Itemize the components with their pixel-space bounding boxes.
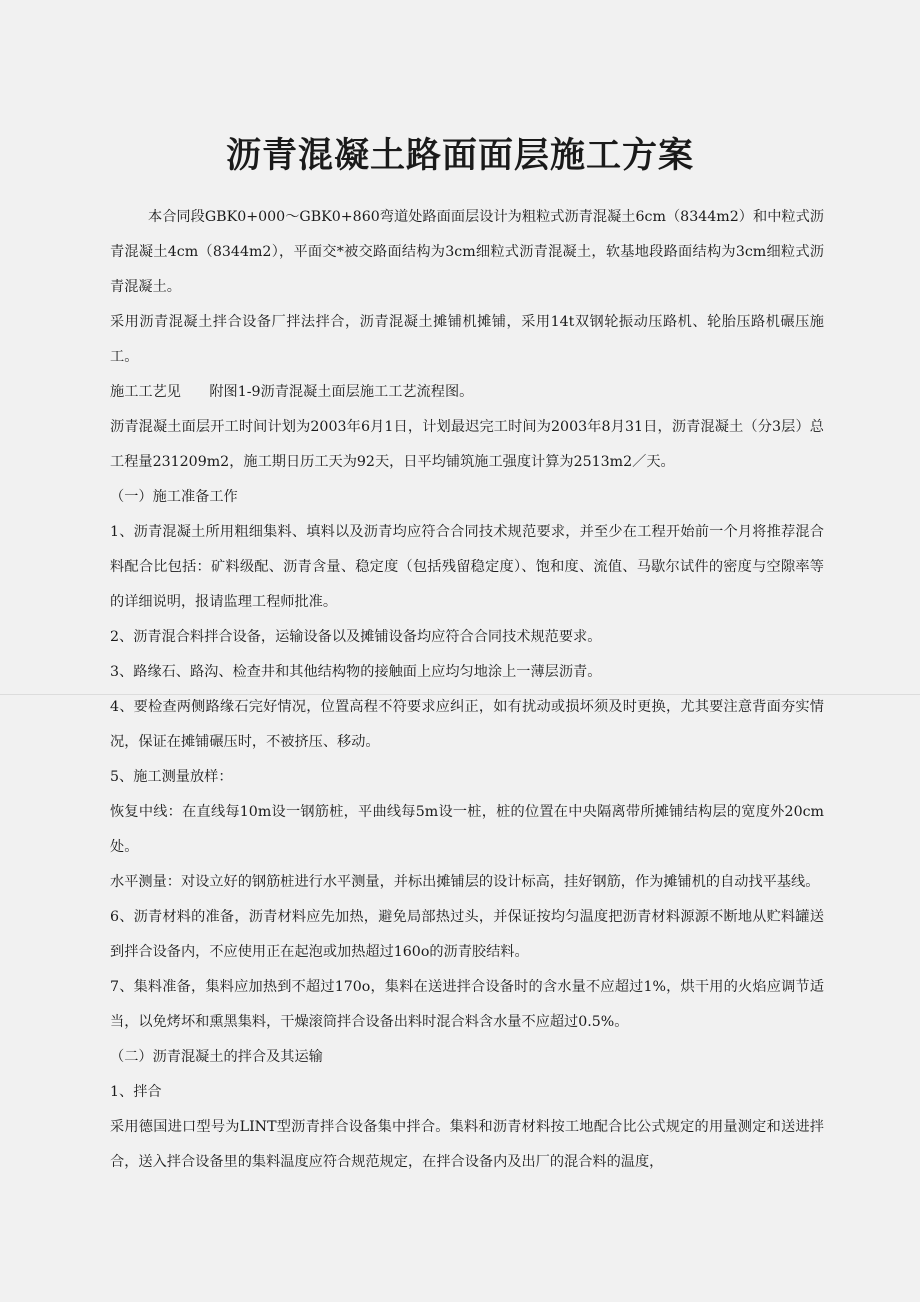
paragraph-scope: 本合同段GBK0+000～GBK0+860弯道处路面面层设计为粗粒式沥青混凝土6cm（8344m2）和中粒式沥青混凝土4cm（8344m2），平面交*被交路面结构为3cm细粒式沥青混凝土，软基地段路面结构为3cm细粒式沥青混凝土。 <box>110 209 824 295</box>
subheading-mixing: 1、拌合 <box>110 1084 162 1100</box>
paragraph-mixing-plant: 采用德国进口型号为LINT型沥青拌合设备集中拌合。集料和沥青材料按工地配合比公式规定的用量测定和送进拌合，送入拌合设备里的集料温度应符合规范规定，在拌合设备内及出厂的混合料的温度， <box>110 1119 824 1170</box>
document-title: 沥青混凝土路面面层施工方案 <box>225 136 694 176</box>
section-heading-preparation: （一）施工准备工作 <box>110 489 238 505</box>
list-item-aggregate-prep: 7、集料准备，集料应加热到不超过170o，集料在送进拌合设备时的含水量不应超过1%，烘干用的火焰应调节适当，以免烤坏和熏黑集料，干燥滚筒拌合设备出料时混合料含水量不应超过0.5%。 <box>110 979 824 1030</box>
list-item-equipment: 2、沥青混合料拌合设备，运输设备以及摊铺设备均应符合合同技术规范要求。 <box>110 629 602 645</box>
paragraph-process-ref: 施工工艺见 附图1-9沥青混凝土面层施工工艺流程图。 <box>110 384 474 400</box>
document-body <box>110 200 824 1180</box>
paragraph-method: 采用沥青混凝土拌合设备厂拌法拌合，沥青混凝土摊铺机摊铺，采用14t双钢轮振动压路机、轮胎压路机碾压施工。 <box>110 314 824 365</box>
paragraph-centerline: 恢复中线：在直线每10m设一钢筋桩，平曲线每5m设一桩，桩的位置在中央隔离带所摊铺结构层的宽度外20cm处。 <box>110 804 824 855</box>
paragraph-leveling: 水平测量：对设立好的钢筋桩进行水平测量，并标出摊铺层的设计标高，挂好钢筋，作为摊铺机的自动找平基线。 <box>110 874 820 890</box>
list-item-curb-check: 4、要检查两侧路缘石完好情况，位置高程不符要求应纠正，如有扰动或损坏须及时更换，尤其要注意背面夯实情况，保证在摊铺碾压时，不被挤压、移动。 <box>110 699 824 750</box>
paragraph-schedule: 沥青混凝土面层开工时间计划为2003年6月1日，计划最迟完工时间为2003年8月31日，沥青混凝土（分3层）总工程量231209m2，施工期日历工天为92天，日平均铺筑施工强度计算为2513m2／天。 <box>110 419 824 470</box>
list-item-materials: 1、沥青混凝土所用粗细集料、填料以及沥青均应符合合同技术规范要求，并至少在工程开始前一个月将推荐混合料配合比包括：矿料级配、沥青含量、稳定度（包括残留稳定度）、饱和度、流值、马歇尔试件的密度与空隙率等的详细说明，报请监理工程师批准。 <box>110 524 824 610</box>
list-item-survey: 5、施工测量放样： <box>110 769 233 785</box>
list-item-asphalt-prep: 6、沥青材料的准备，沥青材料应先加热，避免局部热过头，并保证按均匀温度把沥青材料源源不断地从贮料罐送到拌合设备内，不应使用正在起泡或加热超过160o的沥青胶结料。 <box>110 909 824 960</box>
section-heading-mixing: （二）沥青混凝土的拌合及其运输 <box>110 1049 323 1065</box>
list-item-contact-surfaces: 3、路缘石、路沟、检查井和其他结构物的接触面上应均匀地涂上一薄层沥青。 <box>110 664 602 680</box>
